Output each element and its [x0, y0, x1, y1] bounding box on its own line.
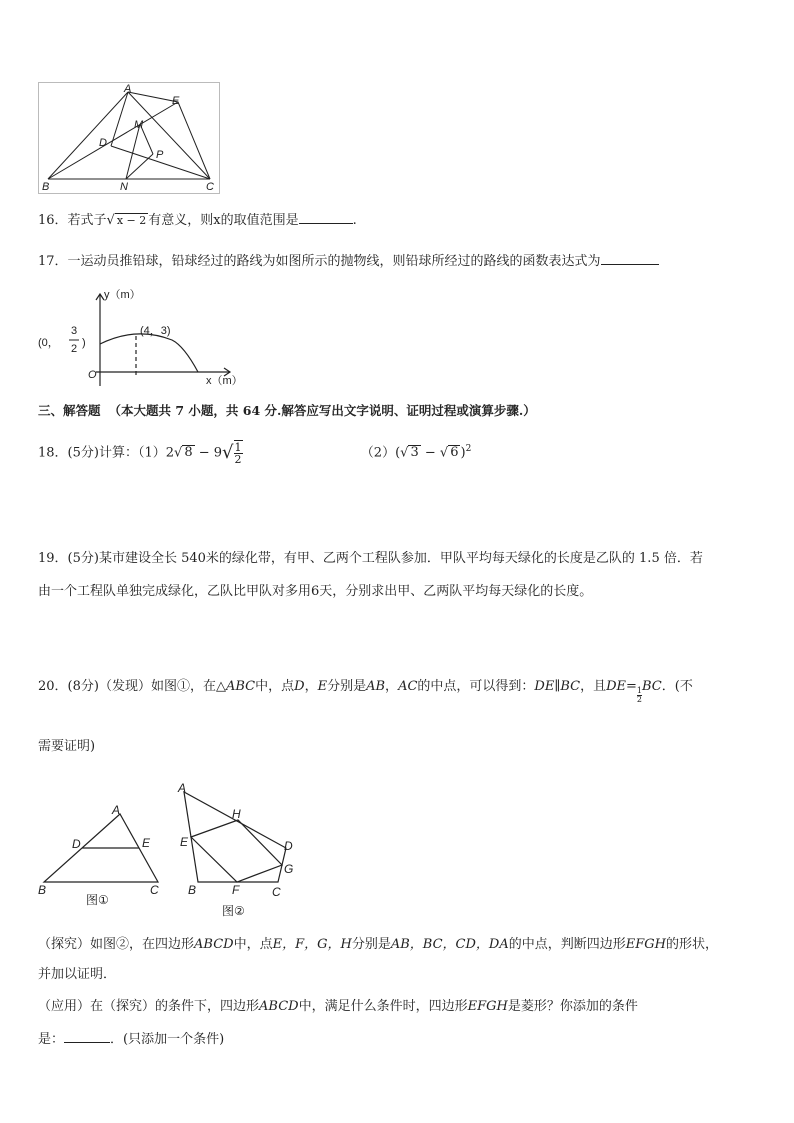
- label-M: M: [134, 119, 144, 131]
- explore-line1: （探究）如图②，在四边形ABCD中，点E，F，G，H分别是AB，BC，CD，DA的中点，判断四边形EFGH的形状，: [38, 937, 718, 952]
- fig1-label-E: E: [142, 836, 151, 850]
- question-18: 18．(5分)计算：（1）2√ 8 − 9√ $\frac{1}{2}$ （2）(√ 3 − √ 6 )$^2$: [38, 441, 472, 467]
- question-19-line2: 由一个工程队单独完成绿化，乙队比甲队对多用6天，分别求出甲、乙两队平均每天绿化的长度。: [38, 584, 593, 599]
- tiny-fraction-half: $\frac{1}{2}$: [636, 686, 643, 704]
- question-16: 16．若式子√ x − 2 有意义，则x的取值范围是 .: [38, 213, 357, 228]
- sqrt-symbol: √: [106, 213, 115, 228]
- question-19-line1: 19．(5分)某市建设全长 540米的绿化带，有甲、乙两个工程队参加．甲队平均每天绿化的长度是乙队的 1.5 倍．若: [38, 551, 703, 566]
- question-17: 17．一运动员推铅球，铅球经过的路线为如图所示的抛物线，则铅球所经过的路线的函数表达式为: [38, 252, 659, 271]
- start-label-num: 3: [71, 325, 78, 337]
- section-3-heading: 三、解答题 （本大题共 7 小题，共 64 分.解答应写出文字说明、证明过程或演算步骤.）: [38, 403, 536, 418]
- question-20-line1: 20．(8分)（发现）如图①，在△ABC中，点D，E分别是AB，AC的中点，可以得到：DE∥BC，且DE= $\frac{1}{2}$ BC．(不: [38, 679, 693, 704]
- figure-1-triangle: [36, 802, 168, 908]
- fig1-label-D: D: [72, 837, 81, 851]
- start-label-den: 2: [71, 343, 78, 355]
- label-P: P: [156, 149, 164, 161]
- question-20-line2: 需要证明): [38, 739, 96, 754]
- fraction-half: $\frac{1}{2}$: [234, 441, 242, 467]
- fig1-label-A: A: [112, 803, 121, 817]
- answer-blank-17[interactable]: [601, 252, 659, 265]
- fig1-caption: 图①: [86, 893, 109, 907]
- fig2-label-C: C: [272, 885, 281, 899]
- vertex-label: (4，3): [140, 325, 171, 337]
- q16-radicand: x − 2: [116, 214, 147, 227]
- fig2-label-B: B: [188, 883, 197, 897]
- apply-line1: （应用）在（探究）的条件下，四边形ABCD中，满足什么条件时，四边形EFGH是菱形？你添加的条件: [38, 999, 638, 1014]
- answer-blank-16[interactable]: [299, 211, 353, 224]
- label-N: N: [120, 181, 128, 193]
- explore-line2: 并加以证明．: [38, 967, 117, 982]
- fig2-caption: 图②: [222, 904, 245, 918]
- label-E: E: [172, 95, 180, 107]
- y-axis-label: y（m）: [104, 289, 141, 301]
- origin-label: O: [88, 369, 97, 381]
- label-C: C: [206, 181, 214, 193]
- x-axis-label: x（m）: [206, 375, 243, 387]
- label-D: D: [99, 137, 107, 149]
- apply-line2: 是： ．(只添加一个条件): [38, 1032, 225, 1047]
- label-B: B: [42, 181, 50, 193]
- geometry-figure-top: [38, 82, 220, 194]
- fig1-label-C: C: [150, 883, 159, 897]
- answer-blank-20[interactable]: [64, 1030, 110, 1043]
- parabola-figure: [38, 286, 252, 390]
- start-label-prefix: (0，: [38, 337, 59, 349]
- fig1-label-B: B: [38, 883, 47, 897]
- fig2-label-G: G: [284, 862, 294, 876]
- fig2-label-H: H: [232, 807, 241, 821]
- fig2-label-E: E: [180, 835, 189, 849]
- fig2-label-A: A: [178, 781, 187, 795]
- start-label-suffix: ): [82, 337, 86, 349]
- fig2-label-D: D: [284, 839, 293, 853]
- label-A: A: [124, 83, 132, 95]
- figure-2-quadrilateral: [174, 780, 300, 922]
- fig2-label-F: F: [232, 883, 240, 897]
